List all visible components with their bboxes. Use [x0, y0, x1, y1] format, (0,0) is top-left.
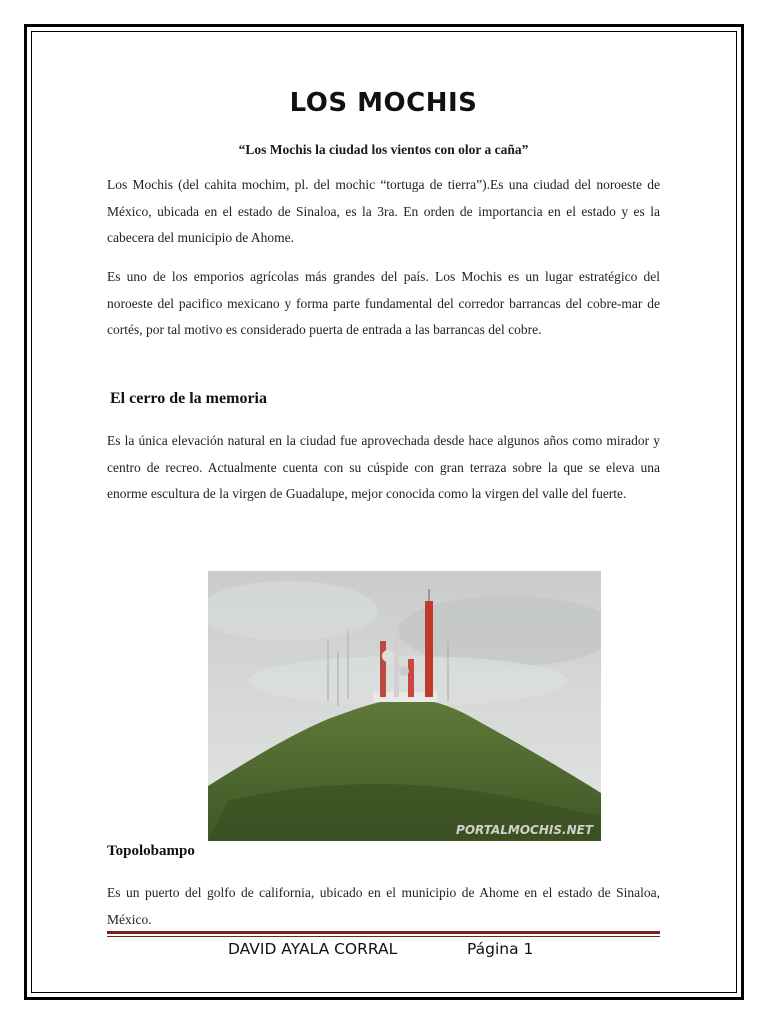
- paragraph-cerro: Es la única elevación natural en la ciudad fue aprovechada desde hace algunos años como mirador y centro de recreo. Actualmente cuenta con su cúspide con gran terraza sobre la que se eleva una enorme escultura de la virgen de Guadalupe, mejor conocida como la virgen del valle del fuerte.: [107, 433, 660, 501]
- footer-rule-thin: [107, 936, 660, 937]
- document-title: LOS MOCHIS: [289, 88, 478, 118]
- paragraph-topolobampo: Es un puerto del golfo de california, ubicado en el municipio de Ahome en el estado de Sinaloa, México.: [107, 885, 660, 927]
- antenna-tower-main: [425, 601, 433, 697]
- footer-page-number: Página 1: [467, 940, 534, 958]
- paragraph-second: Es uno de los emporios agrícolas más grandes del país. Los Mochis es un lugar estratégico del noroeste del pacifico mexicano y forma parte fundamental del corredor barrancas del cobre-mar de cortés, por tal motivo es considerado puerta de entrada a las barrancas del cobre.: [107, 269, 660, 337]
- hill-photo: [208, 571, 601, 841]
- heading-cerro: El cerro de la memoria: [110, 390, 267, 407]
- footer-author: DAVID AYALA CORRAL: [228, 940, 398, 958]
- heading-topolobampo: Topolobampo: [107, 843, 195, 859]
- document-subtitle: “Los Mochis la ciudad los vientos con olor a caña”: [238, 142, 529, 157]
- footer-rule-thick: [107, 931, 660, 934]
- paragraph-intro: Los Mochis (del cahita mochim, pl. del mochic “tortuga de tierra”).Es una ciudad del noroeste de México, ubicada en el estado de Sinaloa, es la 3ra. En orden de importancia en el estado y es la cabecera del municipio de Ahome.: [107, 177, 660, 245]
- photo-watermark: PORTALMOCHIS.NET: [456, 823, 593, 837]
- page-footer: [107, 940, 660, 962]
